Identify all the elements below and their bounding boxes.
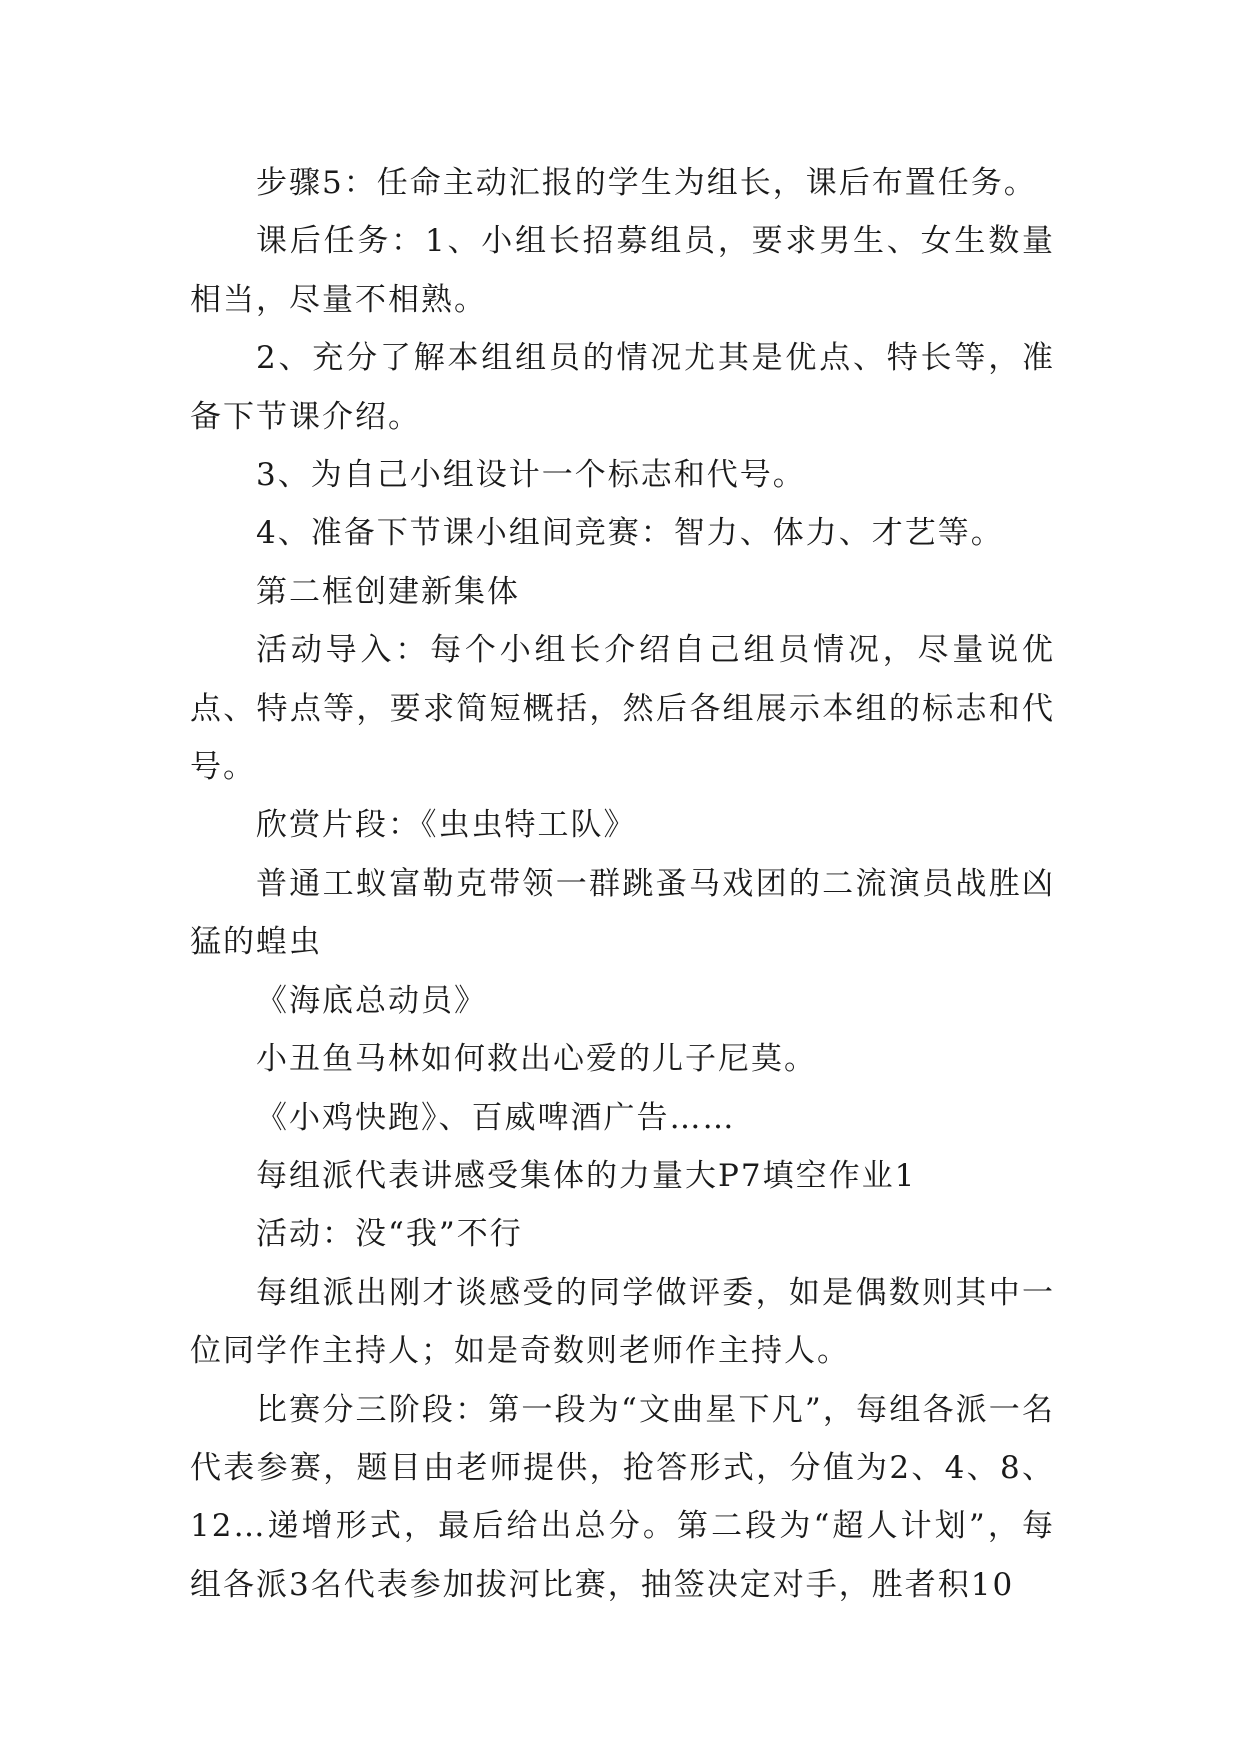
section-heading: 第二框创建新集体 [256, 573, 520, 610]
paragraph-homework-2: 2、充分了解本组组员的情况尤其是优点、特长等，准备下节课介绍。 [190, 340, 1055, 435]
paragraph-finding-nemo: 小丑鱼马林如何救出心爱的儿子尼莫。 [256, 1041, 817, 1078]
paragraph-homework-4: 4、准备下节课小组间竞赛：智力、体力、才艺等。 [256, 515, 1004, 552]
paragraph-step5: 步骤5：任命主动汇报的学生为组长，课后布置任务。 [256, 165, 1037, 201]
paragraph-bugs-life: 普通工蚁富勒克带领一群跳蚤马戏团的二流演员战胜凶猛的蝗虫 [190, 865, 1055, 961]
paragraph-homework-3: 3、为自己小组设计一个标志和代号。 [256, 457, 806, 494]
paragraph-judges: 每组派出刚才谈感受的同学做评委，如是偶数则其中一位同学作主持人；如是奇数则老师作主持人。 [190, 1274, 1055, 1370]
paragraph-appreciation: 欣赏片段：《虫虫特工队》 [256, 807, 637, 844]
paragraph-finding-nemo-title: 《海底总动员》 [256, 982, 487, 1019]
paragraph-competition: 比赛分三阶段：第一段为“文曲星下凡”，每组各派一名代表参赛，题目由老师提供，抢答形式，分值为2、4、8、12…递增形式，最后给出总分。第二段为“超人计划”，每组各派3名代表参加拔河比赛，抽签决定对手，胜者积10 [190, 1391, 1055, 1603]
paragraph-homework-1: 课后任务：1、小组长招募组员，要求男生、女生数量相当，尽量不相熟。 [190, 223, 1055, 318]
paragraph-chicken-run: 《小鸡快跑》、百威啤酒广告…… [256, 1099, 736, 1136]
document-body [190, 154, 1055, 1614]
paragraph-group-share: 每组派代表讲感受集体的力量大P7填空作业1 [256, 1157, 917, 1194]
paragraph-activity-intro: 活动导入：每个小组长介绍自己组员情况，尽量说优点、特点等，要求简短概括，然后各组展示本组的标志和代号。 [190, 632, 1055, 786]
paragraph-activity-title: 活动：没“我”不行 [256, 1216, 523, 1253]
